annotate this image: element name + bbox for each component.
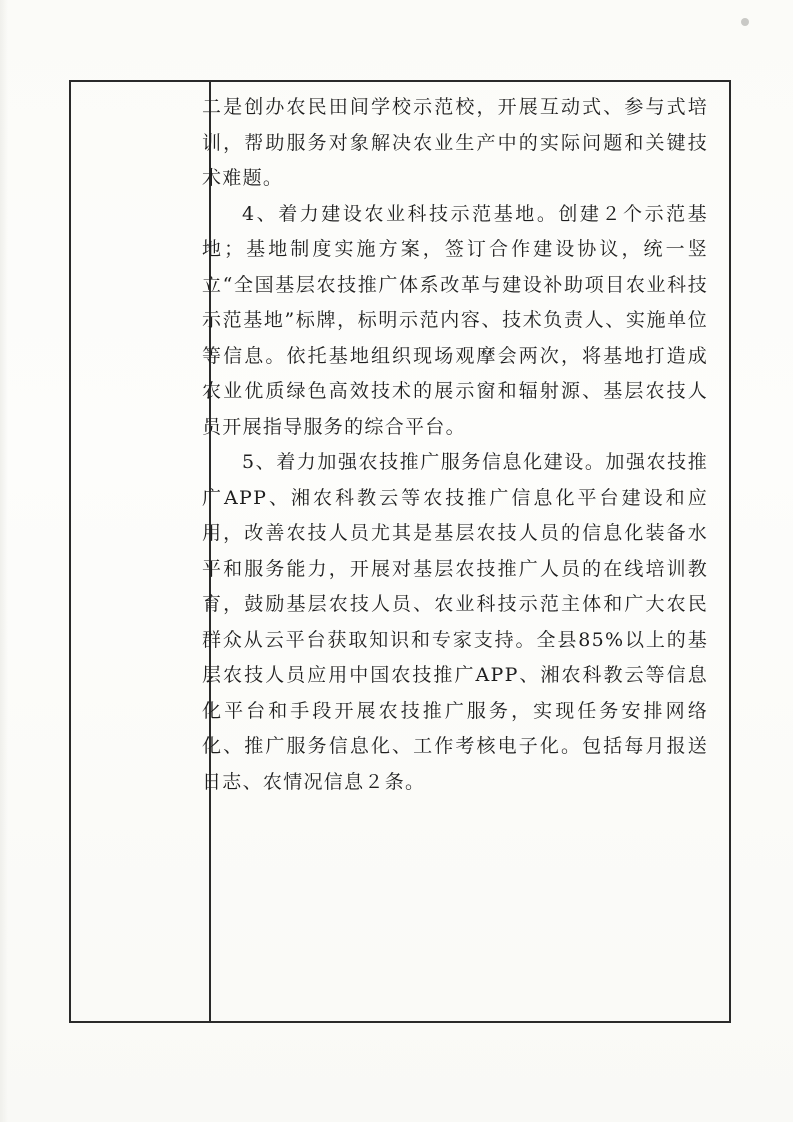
scan-speck bbox=[741, 18, 749, 26]
paragraph-informatization: 5、着力加强农技推广服务信息化建设。加强农技推广APP、湘农科教云等农技推广信息化平台建设和应用，改善农技人员尤其是基层农技人员的信息化装备水平和服务能力，开展对基层农技推广人员的在线培训教育，鼓励基层农技人员、农业科技示范主体和广大农民群众从云平台获取知识和专家支持。全县85%以上的基层农技人员应用中国农技推广APP、湘农科教云等信息化平台和手段开展农技推广服务，实现任务安排网络化、推广服务信息化、工作考核电子化。包括每月报送日志、农情况信息２条。 bbox=[202, 451, 708, 793]
paragraph-demonstration-base: 4、着力建设农业科技示范基地。创建２个示范基地；基地制度实施方案，签订合作建设协议，统一竖立“全国基层农技推广体系改革与建设补助项目农业科技示范基地”标牌，标明示范内容、技术负责人、实施单位等信息。依托基地组织现场观摩会两次，将基地打造成农业优质绿色高效技术的展示窗和辐射源、基层农技人员开展指导服务的综合平台。 bbox=[202, 202, 708, 438]
paragraph-farmer-field-school: 二是创办农民田间学校示范校，开展互动式、参与式培训，帮助服务对象解决农业生产中的实际问题和关键技术难题。 bbox=[202, 96, 708, 189]
scan-edge-shadow bbox=[0, 0, 8, 1122]
table-content-cell bbox=[202, 90, 708, 800]
